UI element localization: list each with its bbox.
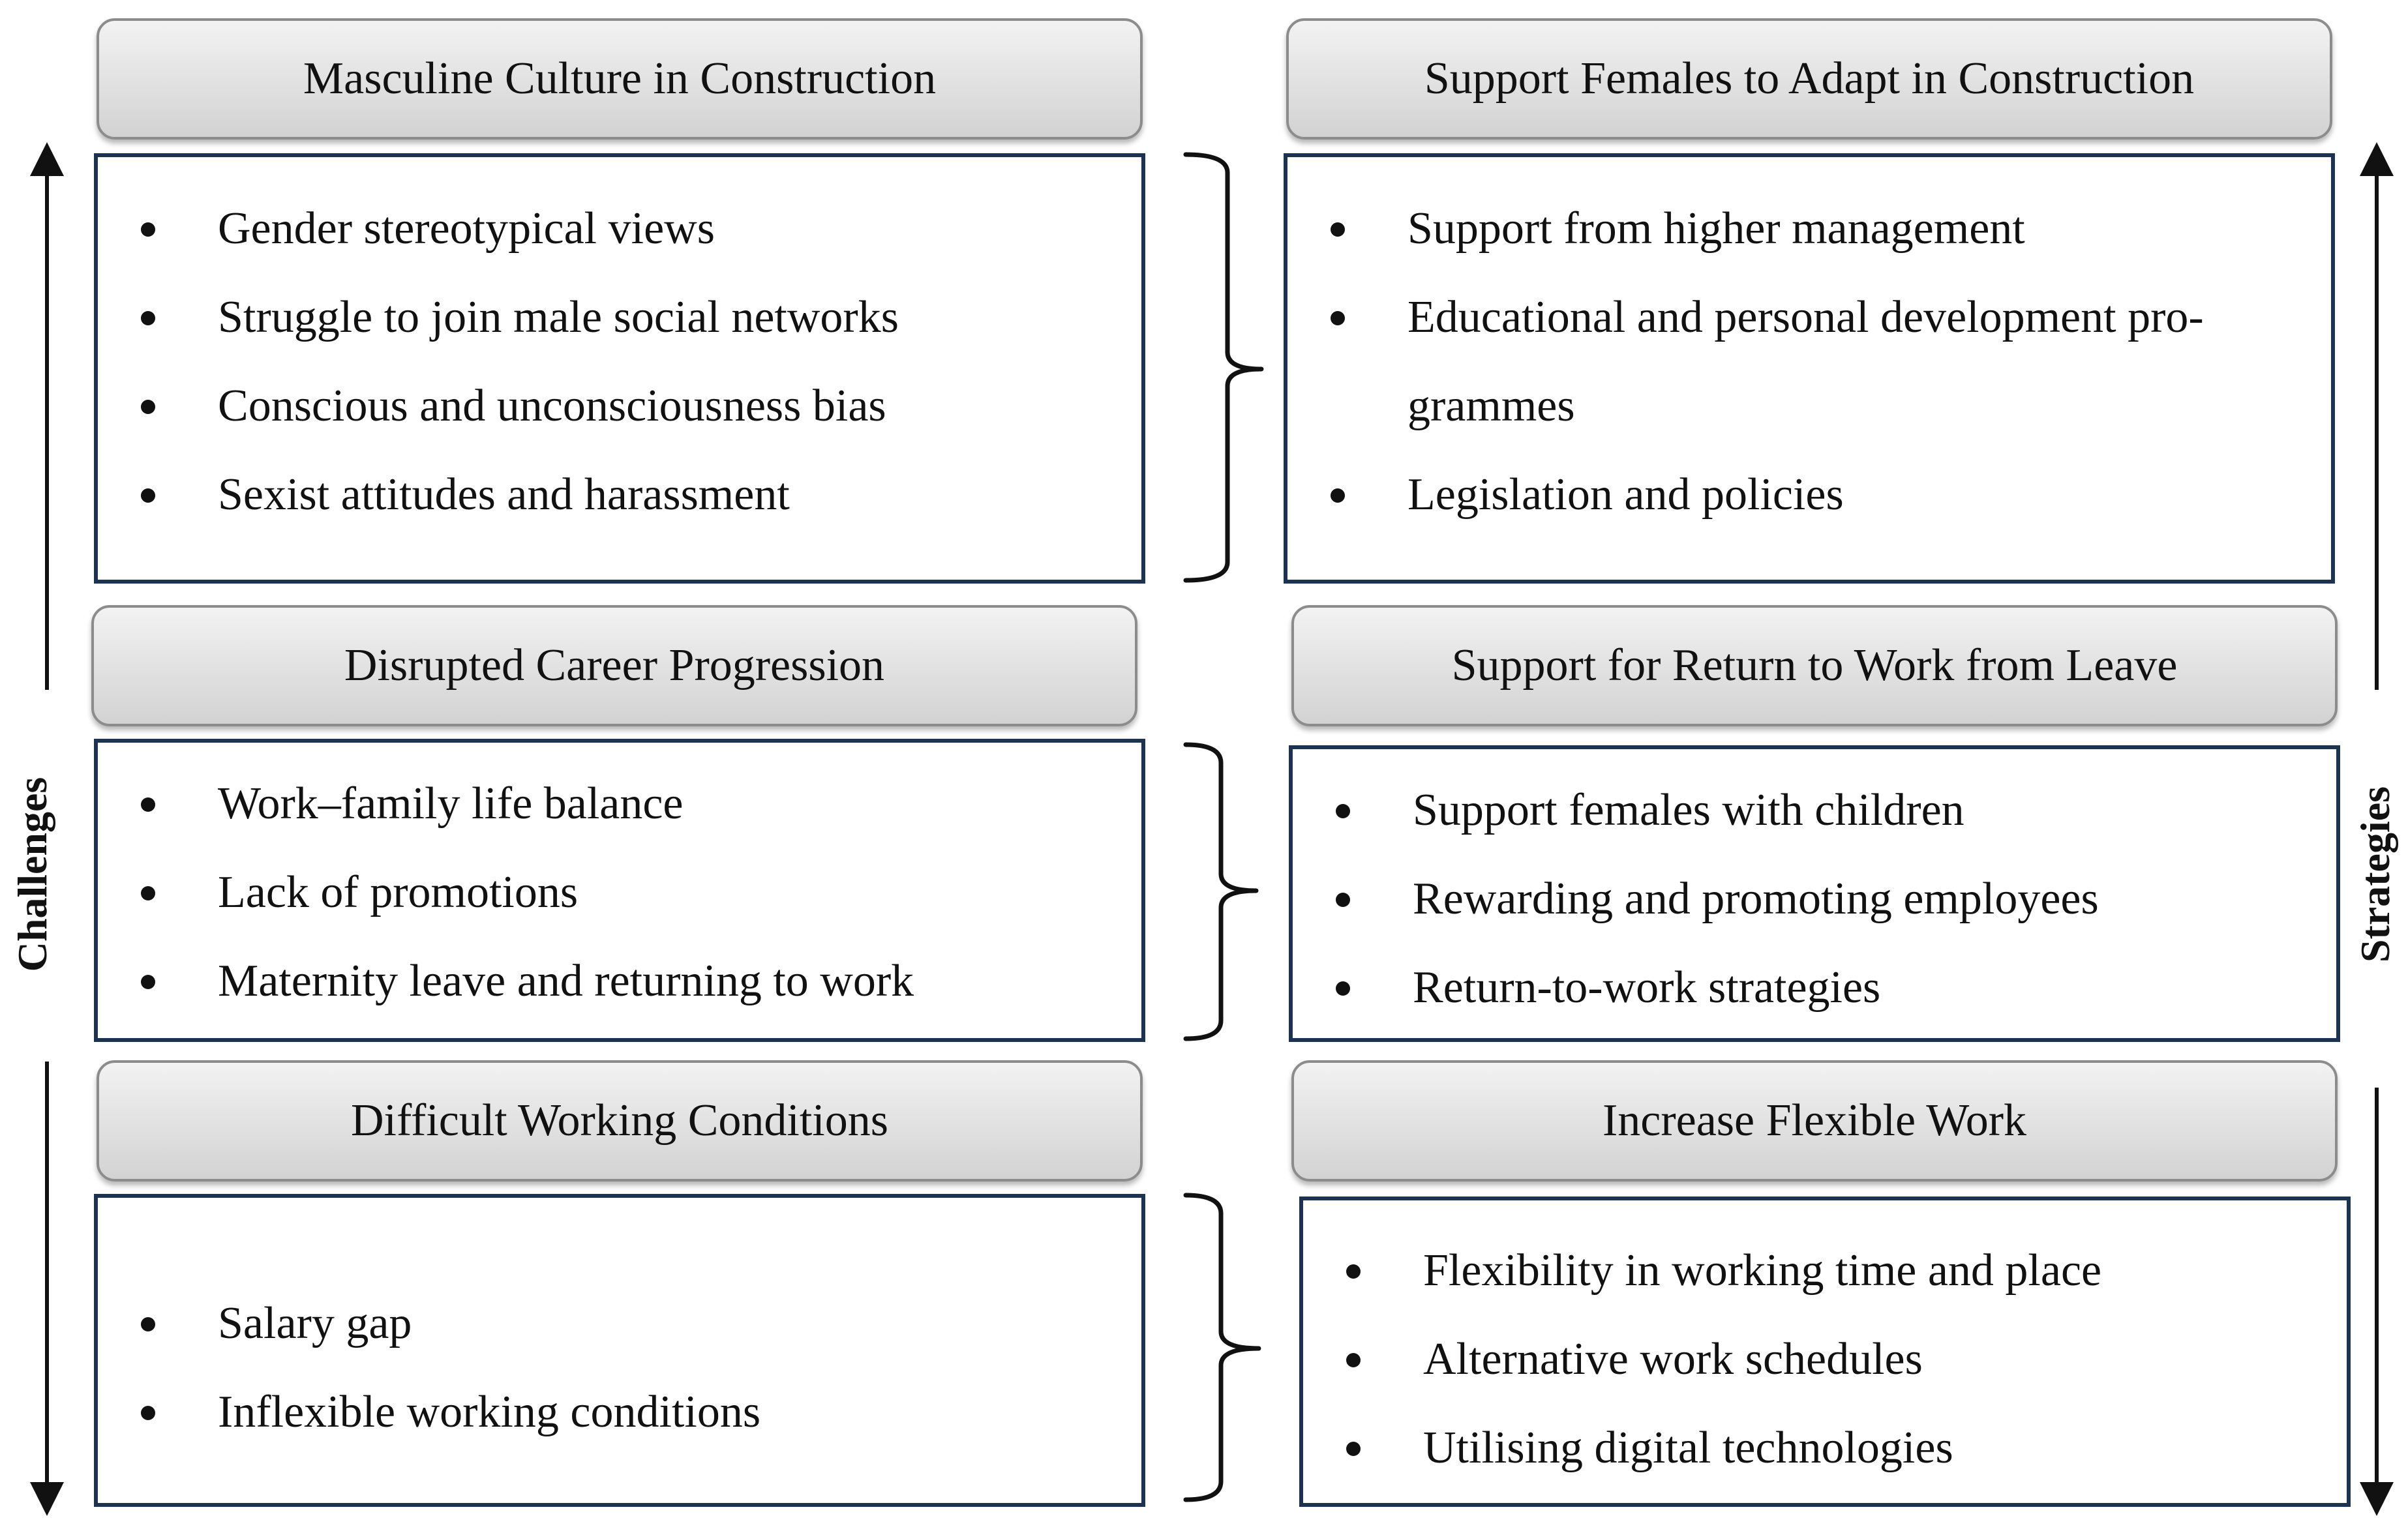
list-item: Inflexible working conditions	[98, 1368, 1122, 1457]
brace-row-3	[1186, 1195, 1259, 1500]
challenge-panel-1	[94, 153, 1145, 584]
list-item: Educational and personal development pro-	[1287, 273, 2311, 362]
list-item: Sexist attitudes and harassment	[98, 451, 1122, 539]
list-item: Maternity leave and returning to work	[98, 937, 1122, 1026]
challenges-up-arrow-head	[30, 142, 64, 176]
list-item: Support females with children	[1293, 766, 2317, 855]
challenge-title-2: Disrupted Career Progression	[344, 640, 885, 691]
brace-row-2	[1186, 745, 1256, 1039]
challenge-list-1	[98, 185, 1122, 539]
strategy-title-3: Increase Flexible Work	[1602, 1095, 2027, 1146]
list-item: Legislation and policies	[1287, 451, 2311, 539]
strategy-panel-3	[1299, 1197, 2351, 1507]
challenge-list-2	[98, 760, 1122, 1026]
strategy-list-1	[1287, 185, 2311, 539]
challenge-header-2	[91, 605, 1137, 726]
strategy-header-3	[1291, 1060, 2338, 1182]
strategy-header-2	[1291, 605, 2338, 726]
list-item: Gender stereotypical views	[98, 185, 1122, 273]
list-item: Rewarding and promoting employees	[1293, 855, 2317, 944]
strategies-down-arrow-head	[2360, 1482, 2394, 1516]
list-item: Flexibility in working time and place	[1303, 1226, 2327, 1315]
challenge-panel-3	[94, 1194, 1145, 1507]
list-item: Alternative work schedules	[1303, 1315, 2327, 1404]
strategies-axis-label: Strategies	[2352, 786, 2398, 963]
brace-row-1	[1186, 155, 1261, 580]
list-item: Support from higher management	[1287, 185, 2311, 273]
strategy-title-1: Support Females to Adapt in Construction	[1424, 53, 2195, 104]
strategy-panel-1	[1284, 153, 2335, 584]
challenge-header-1	[97, 18, 1143, 140]
list-item: Lack of promotions	[98, 848, 1122, 937]
list-item: Salary gap	[98, 1279, 1122, 1368]
challenge-title-3: Difficult Working Conditions	[350, 1095, 888, 1146]
challenge-list-3	[98, 1279, 1122, 1457]
strategies-up-arrow-head	[2360, 142, 2394, 176]
list-item-continuation: grammes	[1407, 381, 1575, 431]
challenge-title-1: Masculine Culture in Construction	[303, 53, 937, 104]
list-item: Struggle to join male social networks	[98, 273, 1122, 362]
challenges-down-arrow-head	[30, 1482, 64, 1516]
strategy-header-1	[1286, 18, 2332, 140]
strategy-title-2: Support for Return to Work from Leave	[1451, 640, 2178, 691]
challenge-panel-2	[94, 739, 1145, 1042]
list-item: Utilising digital technologies	[1303, 1404, 2327, 1493]
list-item: Return-to-work strategies	[1293, 944, 2317, 1032]
challenge-header-3	[97, 1060, 1143, 1182]
challenges-axis-label: Challenges	[9, 777, 55, 972]
list-item: Conscious and unconsciousness bias	[98, 362, 1122, 451]
list-item: Work–family life balance	[98, 760, 1122, 848]
strategy-list-3	[1303, 1226, 2327, 1493]
strategy-list-2	[1293, 766, 2317, 1032]
strategy-panel-2	[1289, 745, 2340, 1042]
